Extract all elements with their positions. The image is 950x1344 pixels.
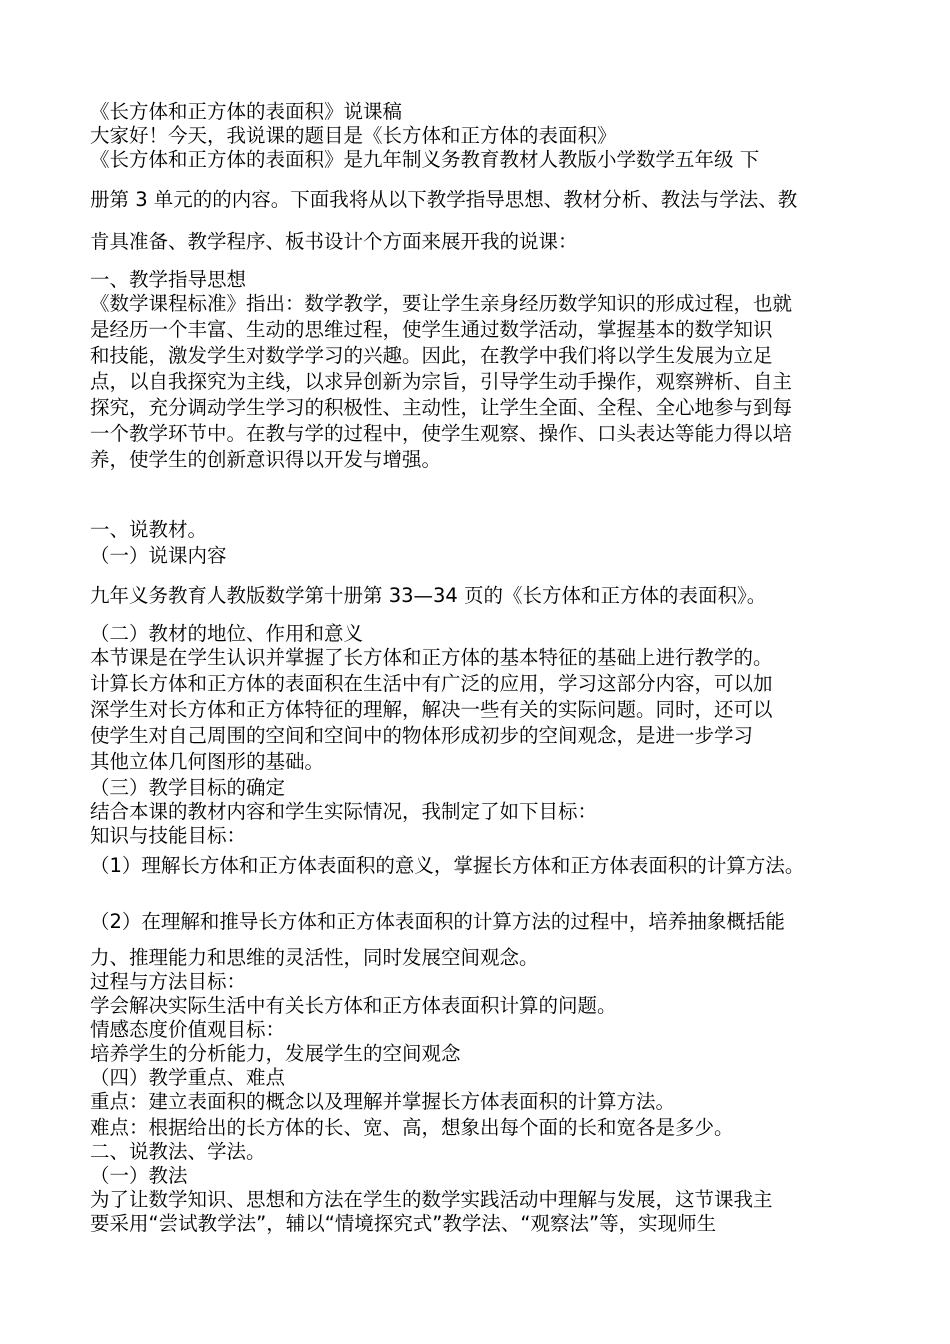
doc-title: 《长方体和正方体的表面积》说课稿 [90,100,403,123]
para1-line-5: 探究，充分调动学生学习的积极性、主动性，让学生全面、全程、全心地参与到每 [90,396,793,419]
para2-line-5: 其他立体几何图形的基础。 [90,750,325,773]
para1-line-3: 和技能，激发学生对数学学习的兴趣。因此，在教学中我们将以学生发展为立足 [90,344,773,367]
goal-2-line-2: 力、推理能力和思维的灵活性，同时发展空间观念。 [90,946,539,969]
para3-line-2: 要采用“尝试教学法”，辅以“情境探究式”教学法、“观察法”等，实现师生 [90,1212,717,1235]
goal-2-line-1: （2）在理解和推导长方体和正方体表面积的计算方法的过程中，培养抽象概括能 [90,910,785,933]
heading-3: 二、说教法、学法。 [90,1140,266,1163]
para1-line-2: 是经历一个丰富、生动的思维过程，使学生通过数学活动，掌握基本的数学知识 [90,318,773,341]
subheading-4: （四）教学重点、难点 [90,1066,286,1089]
para3-line-1: 为了让数学知识、思想和方法在学生的数学实践活动中理解与发展，这节课我主 [90,1188,773,1211]
para2-line-1: 本节课是在学生认识并掌握了长方体和正方体的基本特征的基础上进行教学的。 [90,646,773,669]
para2-line-2: 计算长方体和正方体的表面积在生活中有广泛的应用，学习这部分内容，可以加 [90,672,773,695]
goals-process-text: 学会解决实际生活中有关长方体和正方体表面积计算的问题。 [90,994,617,1017]
intro-line-2: 册第 3 单元的的内容。下面我将从以下教学指导思想、教材分析、教法与学法、教 [90,188,798,211]
subheading-2: （二）教材的地位、作用和意义 [90,622,364,645]
intro-line-1: 《长方体和正方体的表面积》是九年制义务教育教材人教版小学数学五年级 下 [90,148,760,171]
key-point: 重点：建立表面积的概念以及理解并掌握长方体表面积的计算方法。 [90,1090,676,1113]
intro-line-3: 肯具准备、教学程序、板书设计个方面来展开我的说课： [90,230,578,253]
heading-2: 一、说教材。 [90,518,208,541]
goals-process-heading: 过程与方法目标： [90,970,247,993]
goals-intro: 结合本课的教材内容和学生实际情况，我制定了如下目标： [90,800,598,823]
goals-knowledge-heading: 知识与技能目标： [90,824,247,847]
goal-1: （1）理解长方体和正方体表面积的意义，掌握长方体和正方体表面积的计算方法。 [90,854,805,877]
para2-line-4: 使学生对自己周围的空间和空间中的物体形成初步的空间观念，是进一步学习 [90,724,754,747]
para1-line-7: 养，使学生的创新意识得以开发与增强。 [90,448,442,471]
difficult-point: 难点：根据给出的长方体的长、宽、高，想象出每个面的长和宽各是多少。 [90,1116,734,1139]
para1-line-4: 点，以自我探究为主线，以求异创新为宗旨，引导学生动手操作，观察辨析、自主 [90,370,793,393]
para1-line-6: 一个教学环节中。在教与学的过程中，使学生观察、操作、口头表达等能力得以培 [90,422,793,445]
content-line: 九年义务教育人教版数学第十册第 33—34 页的《长方体和正方体的表面积》。 [90,584,767,607]
goals-emotion-text: 培养学生的分析能力，发展学生的空间观念 [90,1042,461,1065]
line-greeting: 大家好！今天，我说课的题目是《长方体和正方体的表面积》 [90,124,617,147]
subheading-3: （三）教学目标的确定 [90,776,286,799]
para1-line-1: 《数学课程标准》指出：数学教学，要让学生亲身经历数学知识的形成过程，也就 [90,292,793,315]
heading-1: 一、教学指导思想 [90,268,247,291]
subheading-1: （一）说课内容 [90,544,227,567]
subheading-5: （一）教法 [90,1164,188,1187]
goals-emotion-heading: 情感态度价值观目标： [90,1018,286,1041]
para2-line-3: 深学生对长方体和正方体特征的理解，解决一些有关的实际问题。同时，还可以 [90,698,773,721]
